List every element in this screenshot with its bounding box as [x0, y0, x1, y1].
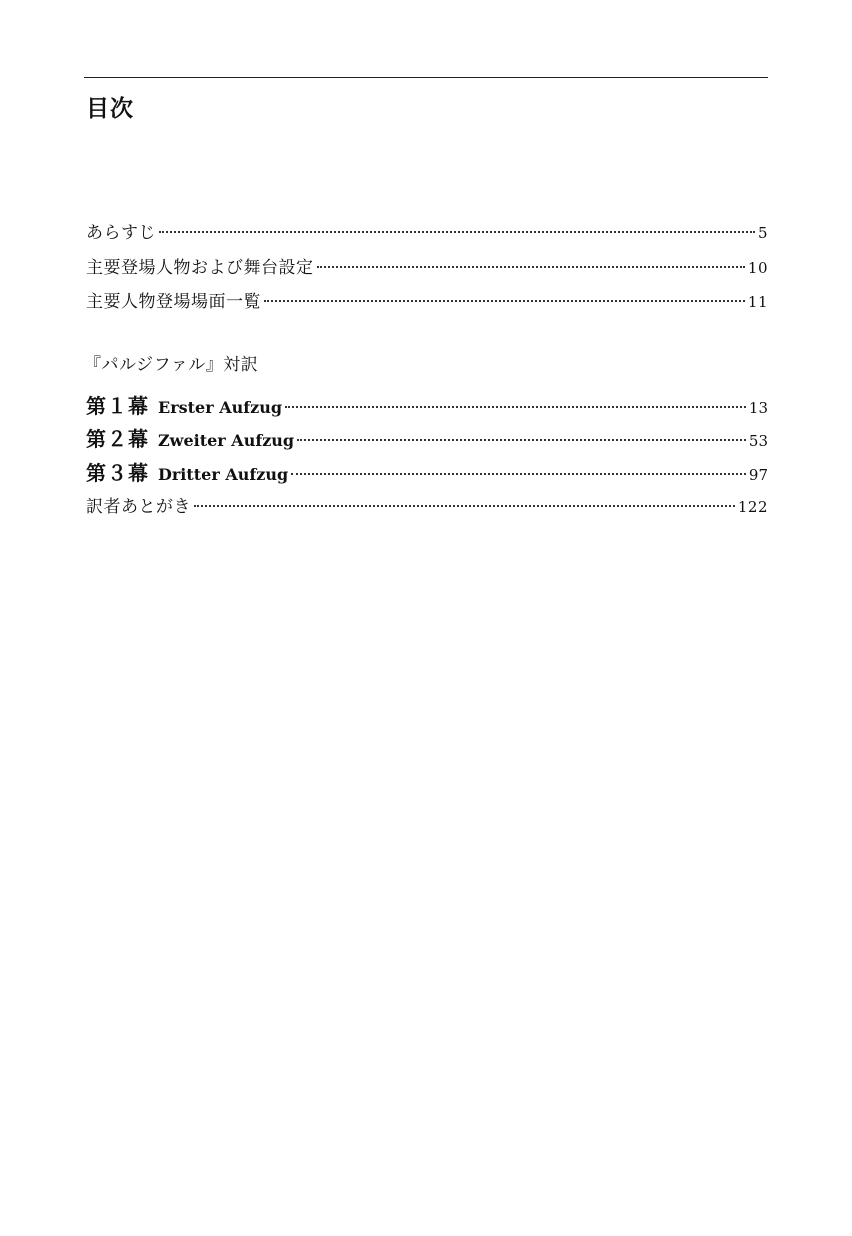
- section-heading: 『パルジファル』対訳: [84, 355, 259, 375]
- act-number: 第１幕: [86, 394, 149, 418]
- toc-page-number: 122: [737, 498, 768, 516]
- toc-entry-label: 訳者あとがき: [86, 497, 191, 517]
- toc-entry-scene-list[interactable]: [86, 287, 768, 312]
- top-rule: [84, 77, 768, 78]
- toc-page-number: 11: [747, 293, 768, 311]
- dot-leader: [285, 406, 746, 408]
- toc-entry-act-1[interactable]: [86, 390, 768, 419]
- dot-leader: [317, 266, 745, 268]
- dot-leader: [159, 231, 755, 233]
- toc-page-number: 10: [747, 259, 768, 277]
- toc-entry-label: 主要人物登場場面一覧: [86, 292, 261, 312]
- toc-entry-afterword[interactable]: [86, 492, 768, 517]
- toc-entry-characters[interactable]: [86, 253, 768, 278]
- toc-entry-act-2[interactable]: [86, 423, 768, 452]
- toc-page-number: 13: [748, 399, 768, 417]
- dot-leader: [194, 505, 735, 507]
- toc-entry-label: あらすじ: [86, 223, 156, 243]
- toc-entry-label: 主要登場人物および舞台設定: [86, 258, 314, 278]
- page-title: 目次: [86, 96, 134, 122]
- toc-page-number: 97: [748, 466, 768, 484]
- toc-page-number: 53: [748, 432, 768, 450]
- toc-entry-synopsis[interactable]: [86, 218, 768, 243]
- toc-entry-act-3[interactable]: [86, 457, 768, 486]
- act-german-title: Zweiter Aufzug: [158, 431, 295, 450]
- act-german-title: Dritter Aufzug: [158, 465, 289, 484]
- toc-entry-label: [86, 423, 294, 452]
- dot-leader: [264, 300, 745, 302]
- toc-entry-label: [86, 457, 288, 486]
- toc-page-number: 5: [757, 224, 768, 242]
- act-number: 第３幕: [86, 461, 149, 485]
- act-german-title: Erster Aufzug: [158, 398, 283, 417]
- dot-leader: [291, 473, 746, 475]
- toc-entry-label: [86, 390, 282, 419]
- dot-leader: [297, 439, 746, 441]
- act-number: 第２幕: [86, 427, 149, 451]
